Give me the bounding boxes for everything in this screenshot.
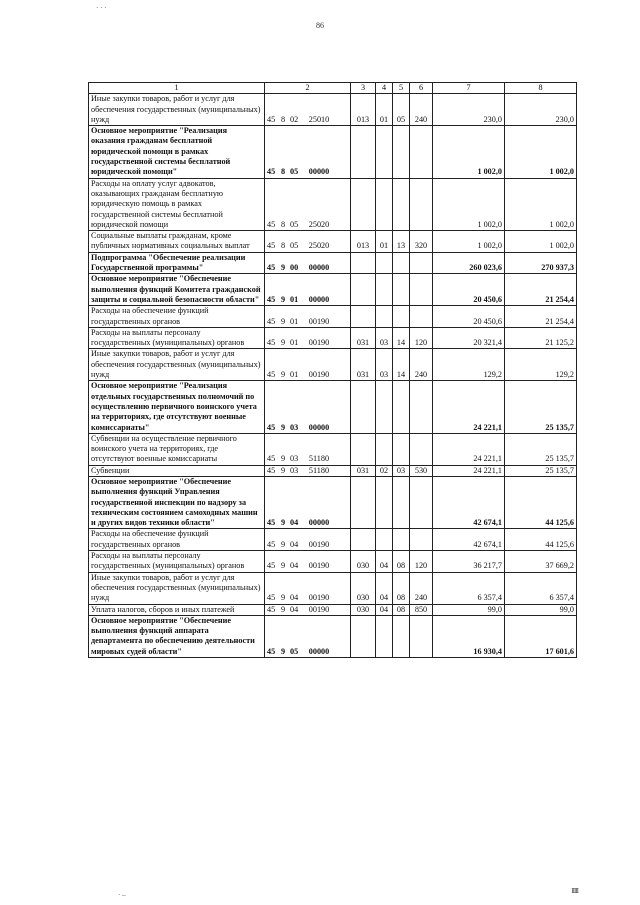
code-subprogram: 9 bbox=[281, 646, 286, 656]
table-row bbox=[89, 126, 577, 178]
col-6-cell bbox=[410, 476, 433, 528]
code-direction: 00000 bbox=[308, 646, 330, 656]
col-5-cell: 13 bbox=[393, 231, 410, 253]
col-3-cell: 013 bbox=[351, 231, 376, 253]
code-program: 45 bbox=[267, 316, 276, 326]
col-6-cell: 320 bbox=[410, 231, 433, 253]
row-name: Основное мероприятие "Обеспечение выполнения функций аппарата департамента по обеспечению деятельности мировых судей области" bbox=[89, 615, 265, 657]
col-6-cell: 240 bbox=[410, 572, 433, 604]
amount-year-1: 20 450,6 bbox=[433, 274, 505, 306]
code-event: 05 bbox=[290, 167, 299, 177]
table-row bbox=[89, 274, 577, 306]
col-4-cell: 04 bbox=[376, 551, 393, 573]
amount-year-2: 99,0 bbox=[505, 604, 577, 615]
code-subprogram: 8 bbox=[281, 114, 286, 124]
col-3-cell bbox=[351, 274, 376, 306]
col-3-cell bbox=[351, 433, 376, 465]
col-5-cell bbox=[393, 615, 410, 657]
header-cell: 6 bbox=[410, 83, 433, 94]
code-subprogram: 9 bbox=[281, 338, 286, 348]
budget-table bbox=[88, 82, 577, 658]
code-direction: 00000 bbox=[308, 518, 330, 528]
table-row bbox=[89, 306, 577, 328]
col-4-cell bbox=[376, 274, 393, 306]
code-direction: 00000 bbox=[308, 422, 330, 432]
code-event: 01 bbox=[290, 338, 299, 348]
amount-year-1: 42 674,1 bbox=[433, 476, 505, 528]
amount-year-2: 25 135,7 bbox=[505, 465, 577, 476]
amount-year-1: 1 002,0 bbox=[433, 231, 505, 253]
header-cell: 1 bbox=[89, 83, 265, 94]
col-5-cell bbox=[393, 126, 410, 178]
table-row bbox=[89, 551, 577, 573]
code-direction: 00190 bbox=[308, 561, 330, 571]
code-direction: 00000 bbox=[308, 167, 330, 177]
code-cell bbox=[265, 94, 351, 126]
table-row bbox=[89, 349, 577, 381]
code-cell bbox=[265, 572, 351, 604]
header-cell: 3 bbox=[351, 83, 376, 94]
amount-year-2: 44 125,6 bbox=[505, 476, 577, 528]
code-subprogram: 9 bbox=[281, 316, 286, 326]
col-6-cell: 850 bbox=[410, 604, 433, 615]
amount-year-2: 129,2 bbox=[505, 349, 577, 381]
amount-year-2: 6 357,4 bbox=[505, 572, 577, 604]
row-name: Расходы на выплаты персоналу государственных (муниципальных) органов bbox=[89, 551, 265, 573]
amount-year-1: 20 321,4 bbox=[433, 327, 505, 349]
code-direction: 51180 bbox=[308, 465, 330, 475]
code-program: 45 bbox=[267, 219, 276, 229]
amount-year-1: 24 221,1 bbox=[433, 381, 505, 433]
code-direction: 25010 bbox=[308, 114, 330, 124]
col-4-cell: 01 bbox=[376, 231, 393, 253]
header-cell: 5 bbox=[393, 83, 410, 94]
col-6-cell: 240 bbox=[410, 349, 433, 381]
code-direction: 25020 bbox=[308, 241, 330, 251]
code-subprogram: 9 bbox=[281, 539, 286, 549]
amount-year-1: 16 930,4 bbox=[433, 615, 505, 657]
code-subprogram: 8 bbox=[281, 167, 286, 177]
row-name: Иные закупки товаров, работ и услуг для обеспечения государственных (муниципальных) нужд bbox=[89, 94, 265, 126]
code-event: 04 bbox=[290, 561, 299, 571]
row-name: Расходы на оплату услуг адвокатов, оказывающих гражданам бесплатную юридическую помощь в рамках государственной системы бесплатной юридической помощи bbox=[89, 178, 265, 230]
col-3-cell bbox=[351, 178, 376, 230]
col-6-cell bbox=[410, 178, 433, 230]
code-event: 04 bbox=[290, 539, 299, 549]
amount-year-2: 270 937,3 bbox=[505, 252, 577, 274]
col-5-cell bbox=[393, 274, 410, 306]
code-subprogram: 9 bbox=[281, 263, 286, 273]
code-subprogram: 9 bbox=[281, 593, 286, 603]
col-4-cell: 03 bbox=[376, 349, 393, 381]
code-cell bbox=[265, 349, 351, 381]
code-cell bbox=[265, 551, 351, 573]
col-4-cell bbox=[376, 306, 393, 328]
code-cell bbox=[265, 433, 351, 465]
col-5-cell bbox=[393, 529, 410, 551]
col-3-cell: 031 bbox=[351, 327, 376, 349]
col-5-cell: 08 bbox=[393, 572, 410, 604]
code-direction: 00190 bbox=[308, 338, 330, 348]
code-subprogram: 9 bbox=[281, 604, 286, 614]
col-3-cell: 030 bbox=[351, 604, 376, 615]
col-6-cell bbox=[410, 306, 433, 328]
amount-year-1: 24 221,1 bbox=[433, 433, 505, 465]
col-4-cell: 04 bbox=[376, 572, 393, 604]
col-4-cell bbox=[376, 381, 393, 433]
code-program: 45 bbox=[267, 338, 276, 348]
col-4-cell: 01 bbox=[376, 94, 393, 126]
col-4-cell bbox=[376, 252, 393, 274]
col-3-cell bbox=[351, 529, 376, 551]
code-cell bbox=[265, 327, 351, 349]
code-cell bbox=[265, 252, 351, 274]
code-program: 45 bbox=[267, 465, 276, 475]
header-cell: 7 bbox=[433, 83, 505, 94]
col-5-cell: 14 bbox=[393, 349, 410, 381]
row-name: Иные закупки товаров, работ и услуг для обеспечения государственных (муниципальных) нужд bbox=[89, 349, 265, 381]
amount-year-2: 230,0 bbox=[505, 94, 577, 126]
table-row bbox=[89, 433, 577, 465]
code-program: 45 bbox=[267, 422, 276, 432]
col-6-cell bbox=[410, 381, 433, 433]
col-5-cell bbox=[393, 252, 410, 274]
col-3-cell bbox=[351, 306, 376, 328]
code-program: 45 bbox=[267, 263, 276, 273]
col-3-cell: 031 bbox=[351, 349, 376, 381]
code-cell bbox=[265, 465, 351, 476]
header-cell: 2 bbox=[265, 83, 351, 94]
table-row bbox=[89, 252, 577, 274]
code-event: 02 bbox=[290, 114, 299, 124]
code-cell bbox=[265, 231, 351, 253]
amount-year-1: 129,2 bbox=[433, 349, 505, 381]
table-row bbox=[89, 94, 577, 126]
amount-year-1: 260 023,6 bbox=[433, 252, 505, 274]
col-5-cell bbox=[393, 178, 410, 230]
code-program: 45 bbox=[267, 561, 276, 571]
code-program: 45 bbox=[267, 454, 276, 464]
code-event: 03 bbox=[290, 422, 299, 432]
code-event: 05 bbox=[290, 646, 299, 656]
col-6-cell bbox=[410, 274, 433, 306]
code-event: 01 bbox=[290, 316, 299, 326]
code-event: 00 bbox=[290, 263, 299, 273]
scan-mark-bottom-right: IIIII bbox=[571, 887, 578, 895]
code-program: 45 bbox=[267, 604, 276, 614]
row-name: Иные закупки товаров, работ и услуг для обеспечения государственных (муниципальных) нужд bbox=[89, 572, 265, 604]
amount-year-1: 42 674,1 bbox=[433, 529, 505, 551]
col-4-cell bbox=[376, 476, 393, 528]
col-6-cell: 120 bbox=[410, 551, 433, 573]
col-6-cell bbox=[410, 529, 433, 551]
amount-year-2: 21 254,4 bbox=[505, 306, 577, 328]
code-event: 04 bbox=[290, 593, 299, 603]
table-row bbox=[89, 381, 577, 433]
row-name: Субвенции bbox=[89, 465, 265, 476]
code-cell bbox=[265, 126, 351, 178]
table-row bbox=[89, 465, 577, 476]
col-4-cell bbox=[376, 615, 393, 657]
code-program: 45 bbox=[267, 646, 276, 656]
code-subprogram: 9 bbox=[281, 422, 286, 432]
col-3-cell bbox=[351, 126, 376, 178]
col-5-cell bbox=[393, 476, 410, 528]
col-3-cell: 031 bbox=[351, 465, 376, 476]
code-cell bbox=[265, 615, 351, 657]
col-4-cell: 02 bbox=[376, 465, 393, 476]
col-3-cell bbox=[351, 615, 376, 657]
code-subprogram: 9 bbox=[281, 518, 286, 528]
code-event: 04 bbox=[290, 604, 299, 614]
scan-mark-bottom-left: · – bbox=[118, 891, 126, 899]
code-cell bbox=[265, 306, 351, 328]
amount-year-2: 37 669,2 bbox=[505, 551, 577, 573]
code-cell bbox=[265, 476, 351, 528]
code-subprogram: 9 bbox=[281, 370, 286, 380]
code-event: 04 bbox=[290, 518, 299, 528]
code-cell bbox=[265, 604, 351, 615]
amount-year-2: 1 002,0 bbox=[505, 126, 577, 178]
col-5-cell bbox=[393, 381, 410, 433]
row-name: Социальные выплаты гражданам, кроме публичных нормативных социальных выплат bbox=[89, 231, 265, 253]
code-program: 45 bbox=[267, 241, 276, 251]
row-name: Подпрограмма "Обеспечение реализации Государственной программы" bbox=[89, 252, 265, 274]
table-row bbox=[89, 529, 577, 551]
amount-year-1: 230,0 bbox=[433, 94, 505, 126]
table-row bbox=[89, 615, 577, 657]
col-3-cell bbox=[351, 252, 376, 274]
code-program: 45 bbox=[267, 114, 276, 124]
col-5-cell: 08 bbox=[393, 604, 410, 615]
code-program: 45 bbox=[267, 539, 276, 549]
code-program: 45 bbox=[267, 370, 276, 380]
amount-year-2: 1 002,0 bbox=[505, 231, 577, 253]
table-row bbox=[89, 327, 577, 349]
amount-year-1: 24 221,1 bbox=[433, 465, 505, 476]
amount-year-1: 1 002,0 bbox=[433, 126, 505, 178]
col-5-cell: 03 bbox=[393, 465, 410, 476]
col-3-cell bbox=[351, 476, 376, 528]
amount-year-2: 17 601,6 bbox=[505, 615, 577, 657]
col-3-cell: 030 bbox=[351, 551, 376, 573]
row-name: Расходы на обеспечение функций государственных органов bbox=[89, 529, 265, 551]
code-event: 03 bbox=[290, 454, 299, 464]
amount-year-2: 21 254,4 bbox=[505, 274, 577, 306]
col-5-cell bbox=[393, 306, 410, 328]
col-6-cell: 240 bbox=[410, 94, 433, 126]
col-6-cell: 120 bbox=[410, 327, 433, 349]
row-name: Основное мероприятие "Реализация отдельных государственных полномочий по осуществлению первичного воинского учета на территориях, где отсутствуют военные комиссариаты" bbox=[89, 381, 265, 433]
header-cell: 4 bbox=[376, 83, 393, 94]
table-row bbox=[89, 231, 577, 253]
col-4-cell bbox=[376, 178, 393, 230]
code-direction: 00000 bbox=[308, 294, 330, 304]
amount-year-2: 25 135,7 bbox=[505, 381, 577, 433]
col-5-cell bbox=[393, 433, 410, 465]
table-row bbox=[89, 476, 577, 528]
header-cell: 8 bbox=[505, 83, 577, 94]
row-name: Субвенции на осуществление первичного воинского учета на территориях, где отсутствуют военные комиссариаты bbox=[89, 433, 265, 465]
col-6-cell: 530 bbox=[410, 465, 433, 476]
col-6-cell bbox=[410, 126, 433, 178]
row-name: Расходы на обеспечение функций государственных органов bbox=[89, 306, 265, 328]
table-row bbox=[89, 572, 577, 604]
col-6-cell bbox=[410, 252, 433, 274]
code-subprogram: 9 bbox=[281, 561, 286, 571]
code-event: 01 bbox=[290, 370, 299, 380]
code-cell bbox=[265, 274, 351, 306]
code-direction: 00190 bbox=[308, 604, 330, 614]
code-program: 45 bbox=[267, 593, 276, 603]
table-row bbox=[89, 604, 577, 615]
amount-year-2: 44 125,6 bbox=[505, 529, 577, 551]
row-name: Основное мероприятие "Обеспечение выполнения функций Комитета гражданской защиты и социальной безопасности области" bbox=[89, 274, 265, 306]
amount-year-1: 1 002,0 bbox=[433, 178, 505, 230]
row-name: Расходы на выплаты персоналу государственных (муниципальных) органов bbox=[89, 327, 265, 349]
col-3-cell bbox=[351, 381, 376, 433]
col-4-cell bbox=[376, 126, 393, 178]
code-cell bbox=[265, 529, 351, 551]
amount-year-2: 25 135,7 bbox=[505, 433, 577, 465]
code-event: 03 bbox=[290, 465, 299, 475]
amount-year-1: 20 450,6 bbox=[433, 306, 505, 328]
code-cell bbox=[265, 178, 351, 230]
col-4-cell bbox=[376, 529, 393, 551]
code-direction: 25020 bbox=[308, 219, 330, 229]
row-name: Основное мероприятие "Реализация оказания гражданам бесплатной юридической помощи в рамках государственной системы бесплатной юридической помощи" bbox=[89, 126, 265, 178]
code-program: 45 bbox=[267, 167, 276, 177]
col-6-cell bbox=[410, 615, 433, 657]
col-5-cell: 14 bbox=[393, 327, 410, 349]
code-direction: 00190 bbox=[308, 316, 330, 326]
code-subprogram: 9 bbox=[281, 465, 286, 475]
col-3-cell: 013 bbox=[351, 94, 376, 126]
code-subprogram: 8 bbox=[281, 219, 286, 229]
col-5-cell: 08 bbox=[393, 551, 410, 573]
table-row bbox=[89, 178, 577, 230]
code-event: 05 bbox=[290, 241, 299, 251]
code-direction: 00190 bbox=[308, 539, 330, 549]
header-row bbox=[89, 83, 577, 94]
code-program: 45 bbox=[267, 294, 276, 304]
code-direction: 00000 bbox=[308, 263, 330, 273]
code-subprogram: 9 bbox=[281, 454, 286, 464]
code-subprogram: 8 bbox=[281, 241, 286, 251]
row-name: Основное мероприятие "Обеспечение выполнения функций Управления государственной инспекции по надзору за техническим состоянием самоходных машин и других видов техники области" bbox=[89, 476, 265, 528]
col-4-cell bbox=[376, 433, 393, 465]
amount-year-1: 6 357,4 bbox=[433, 572, 505, 604]
amount-year-2: 1 002,0 bbox=[505, 178, 577, 230]
code-program: 45 bbox=[267, 518, 276, 528]
amount-year-1: 36 217,7 bbox=[433, 551, 505, 573]
row-name: Уплата налогов, сборов и иных платежей bbox=[89, 604, 265, 615]
amount-year-1: 99,0 bbox=[433, 604, 505, 615]
code-direction: 51180 bbox=[308, 454, 330, 464]
page-number: 86 bbox=[316, 21, 324, 30]
code-event: 05 bbox=[290, 219, 299, 229]
code-subprogram: 9 bbox=[281, 294, 286, 304]
code-event: 01 bbox=[290, 294, 299, 304]
code-direction: 00190 bbox=[308, 370, 330, 380]
code-cell bbox=[265, 381, 351, 433]
col-4-cell: 03 bbox=[376, 327, 393, 349]
col-4-cell: 04 bbox=[376, 604, 393, 615]
scan-mark-top-left: · · · bbox=[96, 4, 107, 12]
code-direction: 00190 bbox=[308, 593, 330, 603]
col-6-cell bbox=[410, 433, 433, 465]
amount-year-2: 21 125,2 bbox=[505, 327, 577, 349]
col-5-cell: 05 bbox=[393, 94, 410, 126]
col-3-cell: 030 bbox=[351, 572, 376, 604]
